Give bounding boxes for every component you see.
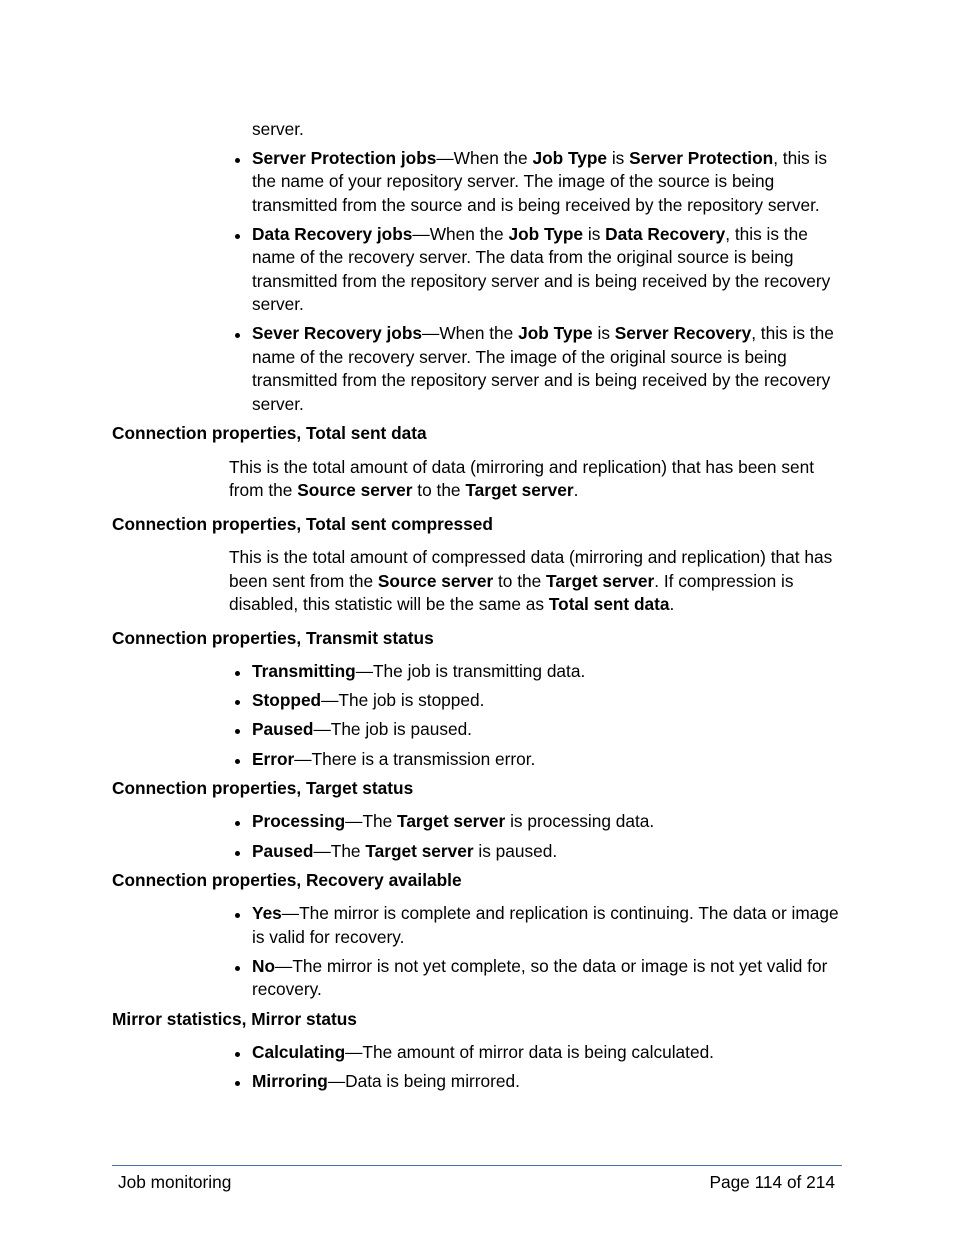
list-item: No—The mirror is not yet complete, so the data or image is not yet valid for recovery. [252,955,847,1002]
list-item: Stopped—The job is stopped. [252,689,847,713]
section-heading-transmit-status: Connection properties, Transmit status [112,627,434,648]
footer-divider [112,1165,842,1166]
target-status-list [252,810,847,863]
continued-text: server. [252,119,304,139]
total-sent-data-description: This is the total amount of data (mirroring and replication) that has been sent from the Source server to the Target server. [229,456,814,501]
section-heading-total-sent-compressed: Connection properties, Total sent compressed [112,513,493,534]
target-server-list [252,147,847,417]
list-item: Server Protection jobs—When the Job Type is Server Protection, this is the name of your repository server. The image of the source is being transmitted from the source and is being received by the repository server. [252,147,847,218]
list-item: Paused—The Target server is paused. [252,840,847,864]
footer-page-number: Page 114 of 214 [709,1172,835,1192]
list-item: Data Recovery jobs—When the Job Type is Data Recovery, this is the name of the recovery server. The data from the original source is being transmitted from the repository server and is being received by the recovery server. [252,223,847,317]
section-heading-recovery-available: Connection properties, Recovery available [112,869,462,890]
section-heading-total-sent-data: Connection properties, Total sent data [112,423,427,444]
list-item: Yes—The mirror is complete and replication is continuing. The data or image is valid for recovery. [252,902,847,949]
list-item: Calculating—The amount of mirror data is being calculated. [252,1041,847,1065]
total-sent-compressed-description: This is the total amount of compressed data (mirroring and replication) that has been sent from the Source server to the Target server. If compression is disabled, this statistic will be the same as Total sent data. [229,547,833,615]
list-item: Processing—The Target server is processing data. [252,810,847,834]
footer-section-title: Job monitoring [118,1172,232,1192]
list-item: Mirroring—Data is being mirrored. [252,1070,847,1094]
recovery-available-list [252,902,847,1002]
list-item: Sever Recovery jobs—When the Job Type is Server Recovery, this is the name of the recovery server. The image of the original source is being transmitted from the repository server and is being received by the recovery server. [252,322,847,416]
section-heading-target-status: Connection properties, Target status [112,777,414,798]
transmit-status-list [252,660,847,771]
list-item: Paused—The job is paused. [252,718,847,742]
list-item: Error—There is a transmission error. [252,748,847,772]
mirror-status-list [252,1041,847,1094]
page-content [0,118,954,1099]
list-item: Transmitting—The job is transmitting data. [252,660,847,684]
section-heading-mirror-status: Mirror statistics, Mirror status [112,1008,357,1029]
